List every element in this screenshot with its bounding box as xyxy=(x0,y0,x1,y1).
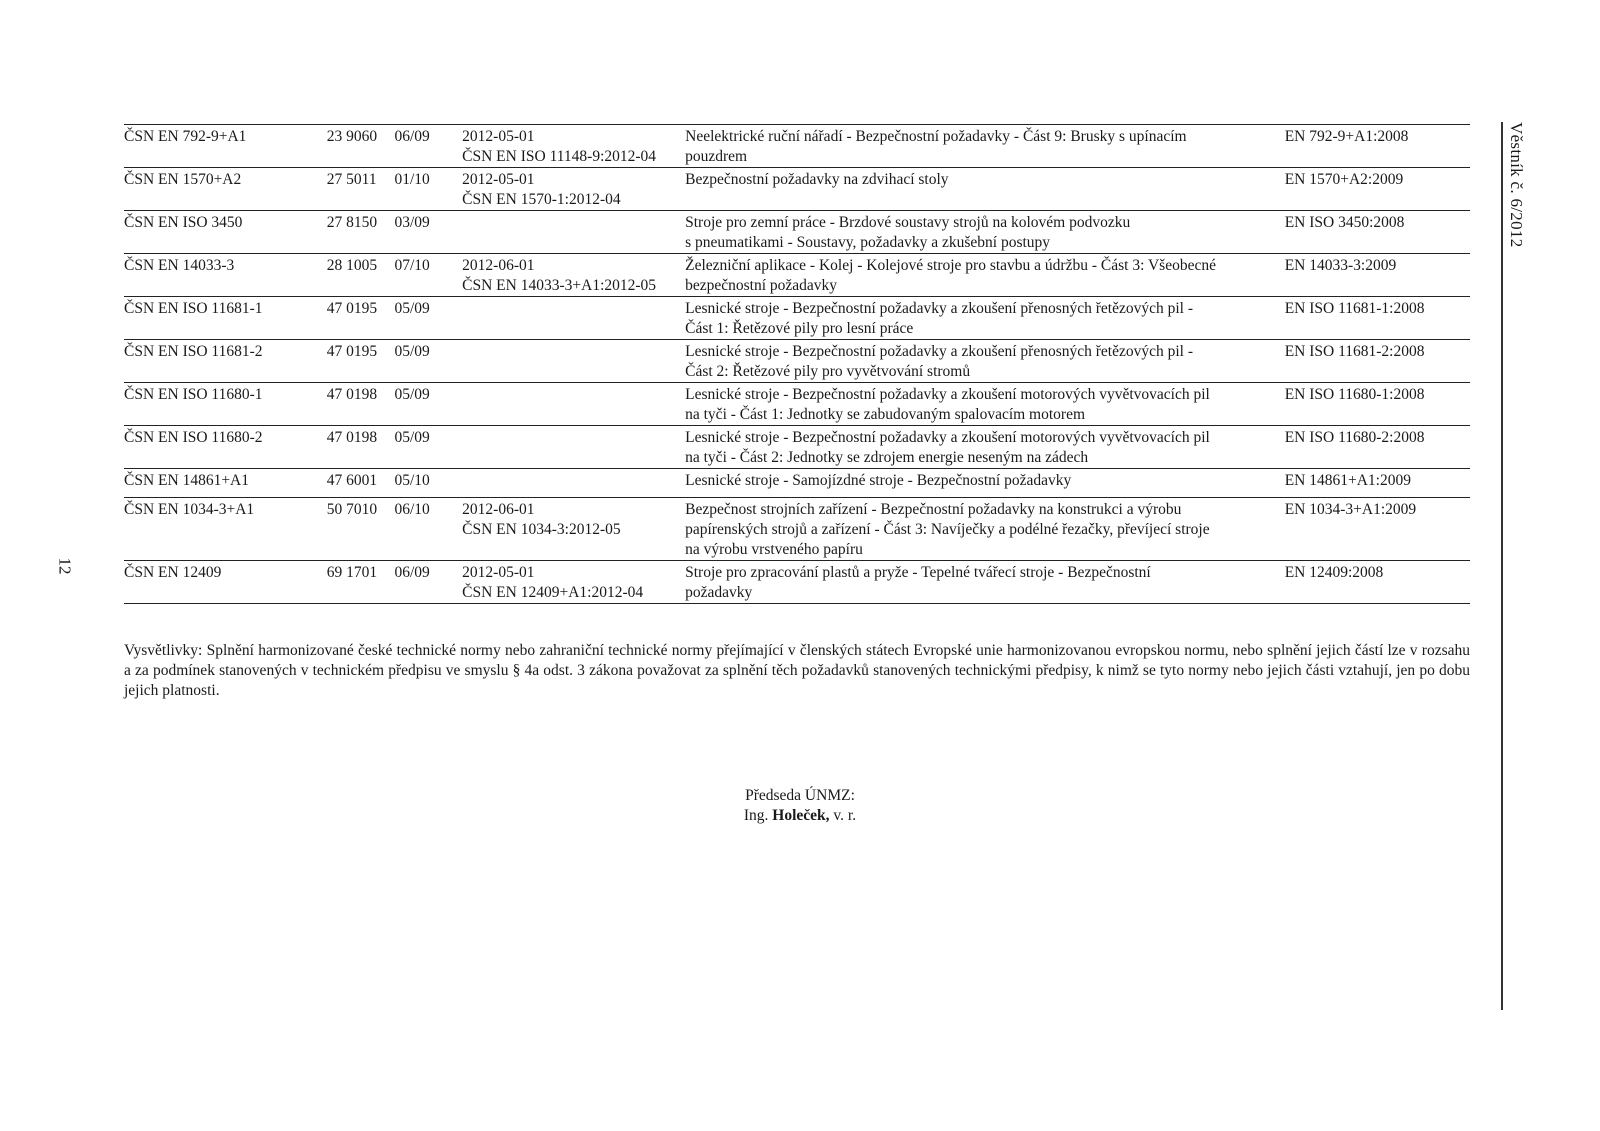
norm-designation xyxy=(124,383,327,426)
signature-block xyxy=(600,786,1000,826)
en-reference xyxy=(1285,168,1470,211)
class-code-line: 47 0195 xyxy=(326,343,378,360)
validity-end-line: ČSN EN ISO 11148-9:2012-04 xyxy=(462,148,657,165)
class-code xyxy=(327,340,395,383)
validity-end-line: ČSN EN 14033-3+A1:2012-05 xyxy=(462,277,657,294)
norm-title xyxy=(685,340,1285,383)
norm-title-line: Lesnické stroje - Bezpečnostní požadavky a zkoušení přenosných řetězových pil - xyxy=(685,300,1193,317)
table-row xyxy=(124,561,1470,604)
class-code xyxy=(327,383,395,426)
norm-designation-line: ČSN EN ISO 11680-2 xyxy=(124,429,263,446)
en-reference xyxy=(1285,211,1470,254)
table-row xyxy=(124,125,1470,168)
norm-title xyxy=(685,426,1285,469)
norm-title-line: Lesnické stroje - Bezpečnostní požadavky a zkoušení motorových vyvětvovacích pil xyxy=(685,386,1210,403)
issue-date xyxy=(394,426,462,469)
norm-title-line: Bezpečnost strojních zařízení - Bezpečnostní požadavky na konstrukci a výrobu xyxy=(685,501,1182,518)
class-code-line: 50 7010 xyxy=(326,501,378,518)
issue-date xyxy=(394,498,462,561)
issue-date-line: 06/10 xyxy=(394,501,430,518)
norm-designation xyxy=(124,125,327,168)
norm-title-line: Lesnické stroje - Bezpečnostní požadavky a zkoušení přenosných řetězových pil - xyxy=(685,343,1193,360)
class-code xyxy=(327,125,395,168)
class-code xyxy=(327,168,395,211)
validity-end xyxy=(462,561,685,604)
en-reference-line: EN 14861+A1:2009 xyxy=(1284,472,1411,489)
signature-role: Předseda ÚNMZ: xyxy=(745,787,855,804)
norm-title xyxy=(685,498,1285,561)
class-code-line: 27 5011 xyxy=(326,171,377,188)
norm-designation-line: ČSN EN ISO 11681-1 xyxy=(124,300,263,317)
class-code xyxy=(327,426,395,469)
norm-designation-line: ČSN EN 14861+A1 xyxy=(124,472,249,489)
norm-designation xyxy=(124,254,327,297)
class-code-line: 69 1701 xyxy=(326,564,378,581)
table-row xyxy=(124,254,1470,297)
en-reference xyxy=(1285,561,1470,604)
signature-suffix: v. r. xyxy=(833,807,857,824)
table-row xyxy=(124,426,1470,469)
table-row xyxy=(124,340,1470,383)
validity-end xyxy=(462,168,685,211)
issue-date-line: 06/09 xyxy=(394,128,430,145)
norm-title-line: Stroje pro zemní práce - Brzdové soustavy strojů na kolovém podvozku xyxy=(685,214,1131,231)
class-code-line: 47 0198 xyxy=(326,386,378,403)
validity-end xyxy=(462,125,685,168)
validity-end-line: 2012-06-01 xyxy=(462,501,535,518)
norm-designation-line: ČSN EN 14033-3 xyxy=(124,257,235,274)
table-row xyxy=(124,383,1470,426)
side-rule xyxy=(1501,122,1503,1010)
issue-date xyxy=(394,297,462,340)
validity-end-line: ČSN EN 1034-3:2012-05 xyxy=(462,521,621,538)
signature-name: Holeček, xyxy=(772,807,830,824)
class-code-line: 27 8150 xyxy=(326,214,378,231)
validity-end xyxy=(462,426,685,469)
table-row xyxy=(124,211,1470,254)
en-reference xyxy=(1285,383,1470,426)
norm-title-line: Lesnické stroje - Bezpečnostní požadavky a zkoušení motorových vyvětvovacích pil xyxy=(685,429,1210,446)
norm-title-line: Část 2: Řetězové pily pro vyvětvování stromů xyxy=(685,363,971,380)
issue-date-line: 05/09 xyxy=(394,343,430,360)
validity-end xyxy=(462,469,685,498)
issue-date xyxy=(394,383,462,426)
norm-designation-line: ČSN EN ISO 11681-2 xyxy=(124,343,263,360)
norm-title-line: na tyči - Část 2: Jednotky se zdrojem energie neseným na zádech xyxy=(685,449,1089,466)
issue-date-line: 07/10 xyxy=(394,257,430,274)
validity-end xyxy=(462,297,685,340)
issue-date-line: 05/10 xyxy=(394,472,430,489)
norm-title-line: s pneumatikami - Soustavy, požadavky a zkušební postupy xyxy=(685,234,1051,251)
en-reference-line: EN ISO 11681-1:2008 xyxy=(1284,300,1425,317)
signature-prefix: Ing. xyxy=(743,807,769,824)
standards-table xyxy=(124,124,1470,604)
issue-date xyxy=(394,340,462,383)
validity-end xyxy=(462,211,685,254)
class-code-line: 28 1005 xyxy=(326,257,378,274)
norm-designation xyxy=(124,469,327,498)
issue-date xyxy=(394,561,462,604)
class-code xyxy=(327,561,395,604)
norm-designation-line: ČSN EN 1034-3+A1 xyxy=(124,501,255,518)
class-code xyxy=(327,211,395,254)
norm-designation xyxy=(124,168,327,211)
signature-name-line xyxy=(600,806,1000,826)
norm-title xyxy=(685,561,1285,604)
norm-title-line: Železniční aplikace - Kolej - Kolejové stroje pro stavbu a údržbu - Část 3: Všeobecné xyxy=(685,257,1216,274)
en-reference-line: EN 14033-3:2009 xyxy=(1284,257,1397,274)
en-reference-line: EN 1570+A2:2009 xyxy=(1284,171,1404,188)
validity-end-line: 2012-06-01 xyxy=(462,257,535,274)
norm-designation xyxy=(124,297,327,340)
en-reference xyxy=(1285,125,1470,168)
norm-title xyxy=(685,211,1285,254)
validity-end-line: 2012-05-01 xyxy=(462,128,535,145)
en-reference-line: EN 12409:2008 xyxy=(1284,564,1384,581)
en-reference xyxy=(1285,297,1470,340)
norm-title-line: Bezpečnostní požadavky na zdvihací stoly xyxy=(685,171,949,188)
issue-date-line: 05/09 xyxy=(394,429,430,446)
norm-designation-line: ČSN EN ISO 3450 xyxy=(124,214,243,231)
norm-title-line: na výrobu vrstveného papíru xyxy=(685,541,863,558)
issue-date xyxy=(394,469,462,498)
class-code-line: 47 0198 xyxy=(326,429,378,446)
norm-title-line: pouzdrem xyxy=(685,148,748,165)
validity-end xyxy=(462,254,685,297)
issue-date xyxy=(394,254,462,297)
en-reference-line: EN 1034-3+A1:2009 xyxy=(1284,501,1417,518)
norm-title xyxy=(685,125,1285,168)
issue-date-line: 06/09 xyxy=(394,564,430,581)
issue-date-line: 05/09 xyxy=(394,386,430,403)
issue-date-line: 05/09 xyxy=(394,300,430,317)
norm-title xyxy=(685,297,1285,340)
validity-end xyxy=(462,383,685,426)
norm-designation-line: ČSN EN 1570+A2 xyxy=(124,171,242,188)
en-reference-line: EN ISO 11680-1:2008 xyxy=(1284,386,1425,403)
validity-end-line: 2012-05-01 xyxy=(462,171,535,188)
norm-designation xyxy=(124,211,327,254)
issue-date xyxy=(394,211,462,254)
class-code xyxy=(327,254,395,297)
norm-title xyxy=(685,168,1285,211)
table-row xyxy=(124,168,1470,211)
norm-title-line: bezpečnostní požadavky xyxy=(685,277,838,294)
class-code-line: 23 9060 xyxy=(326,128,378,145)
issue-date xyxy=(394,125,462,168)
norm-title xyxy=(685,254,1285,297)
en-reference-line: EN 792-9+A1:2008 xyxy=(1284,128,1409,145)
page-number: 12 xyxy=(55,557,75,575)
norm-designation-line: ČSN EN 12409 xyxy=(124,564,222,581)
class-code-line: 47 6001 xyxy=(326,472,378,489)
en-reference xyxy=(1285,426,1470,469)
norm-designation xyxy=(124,561,327,604)
norm-title-line: Část 1: Řetězové pily pro lesní práce xyxy=(685,320,914,337)
en-reference-line: EN ISO 3450:2008 xyxy=(1284,214,1405,231)
norm-title-line: Stroje pro zpracování plastů a pryže - Tepelné tvářecí stroje - Bezpečnostní xyxy=(685,564,1151,581)
norm-designation-line: ČSN EN ISO 11680-1 xyxy=(124,386,263,403)
validity-end-line: 2012-05-01 xyxy=(462,564,535,581)
en-reference xyxy=(1285,498,1470,561)
running-header: Věstník č. 6/2012 xyxy=(1507,122,1526,248)
norm-title-line: papírenských strojů a zařízení - Část 3: Navíječky a podélné řezačky, převíjecí stroje xyxy=(685,521,1210,538)
table-row xyxy=(124,498,1470,561)
norm-designation xyxy=(124,340,327,383)
issue-date-line: 03/09 xyxy=(394,214,430,231)
norm-title-line: na tyči - Část 1: Jednotky se zabudovaným spalovacím motorem xyxy=(685,406,1086,423)
class-code xyxy=(327,498,395,561)
class-code-line: 47 0195 xyxy=(326,300,378,317)
issue-date xyxy=(394,168,462,211)
norm-designation xyxy=(124,426,327,469)
norm-title-line: Lesnické stroje - Samojízdné stroje - Bezpečnostní požadavky xyxy=(685,472,1072,489)
en-reference xyxy=(1285,469,1470,498)
norm-title-line: Neelektrické ruční nářadí - Bezpečnostní požadavky - Část 9: Brusky s upínacím xyxy=(685,128,1187,145)
validity-end-line: ČSN EN 1570-1:2012-04 xyxy=(462,191,621,208)
en-reference xyxy=(1285,254,1470,297)
en-reference xyxy=(1285,340,1470,383)
validity-end xyxy=(462,340,685,383)
norm-designation-line: ČSN EN 792-9+A1 xyxy=(124,128,247,145)
class-code xyxy=(327,469,395,498)
norm-designation xyxy=(124,498,327,561)
validity-end xyxy=(462,498,685,561)
class-code xyxy=(327,297,395,340)
norm-title xyxy=(685,383,1285,426)
notes-paragraph: Vysvětlivky: Splnění harmonizované české technické normy nebo zahraniční technické normy přejímající v členských státech Evropské unie harmonizovanou evropskou normu, nebo splnění jejich částí lze v rozsahu a za podmínek stanovených v technickém předpisu ve smyslu § 4a odst. 3 zákona považovat za splnění těch požadavků stanovených technickými předpisy, k nimž se tyto normy nebo jejich části vztahují, jen po dobu jejich platnosti. xyxy=(124,642,1470,699)
en-reference-line: EN ISO 11681-2:2008 xyxy=(1284,343,1425,360)
table-row xyxy=(124,297,1470,340)
validity-end-line: ČSN EN 12409+A1:2012-04 xyxy=(462,584,644,601)
en-reference-line: EN ISO 11680-2:2008 xyxy=(1284,429,1425,446)
issue-date-line: 01/10 xyxy=(394,171,430,188)
table-row xyxy=(124,469,1470,498)
norm-title-line: požadavky xyxy=(685,584,753,601)
norm-title xyxy=(685,469,1285,498)
